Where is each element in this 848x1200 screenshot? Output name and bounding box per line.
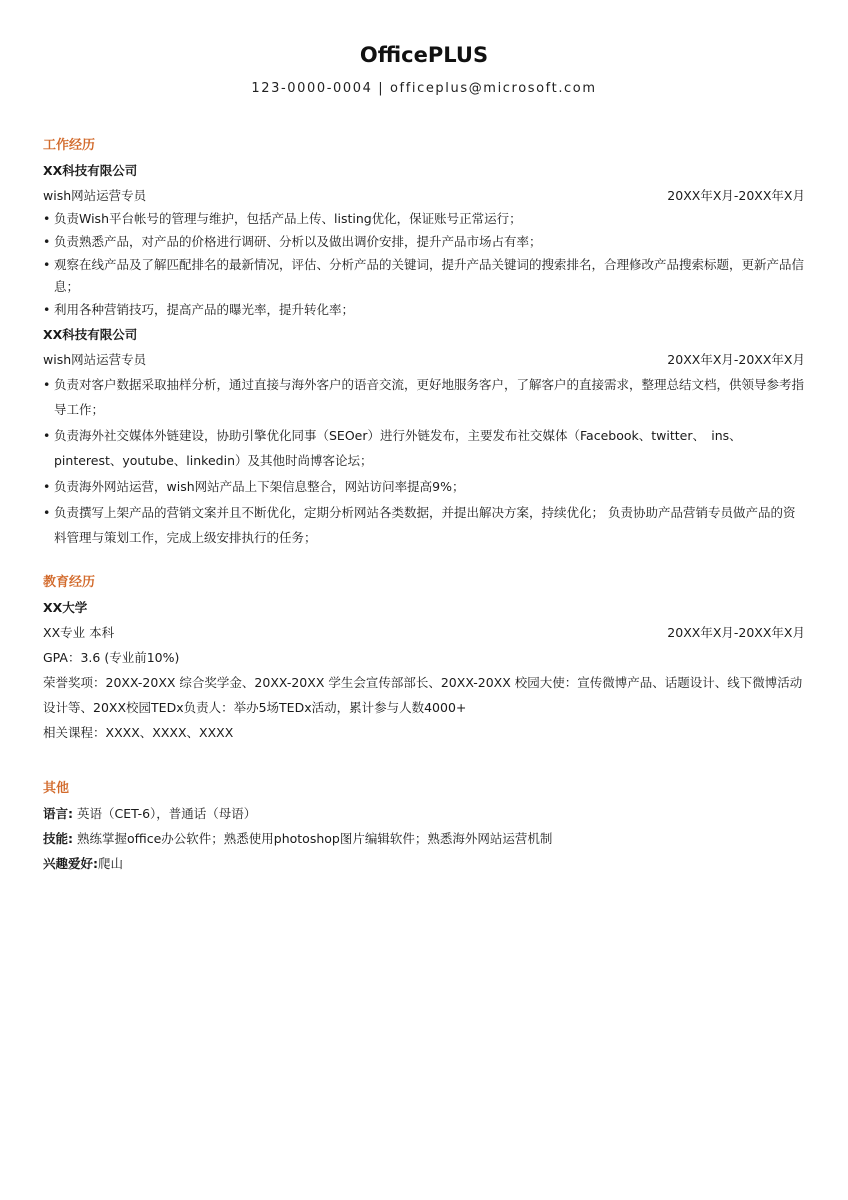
school-name: XX大学	[43, 600, 88, 615]
bullet-item: • 负责海外网站运营，wish网站产品上下架信息整合，网站访问率提高9%；	[43, 474, 805, 500]
company-name: XX科技有限公司	[43, 327, 138, 342]
education-section	[43, 570, 805, 745]
job-entry	[43, 158, 805, 322]
section-title-work: 工作经历	[43, 138, 96, 153]
bullet-item: • 利用各种营销技巧，提高产品的曝光率，提升转化率；	[43, 299, 805, 322]
courses: 相关课程：XXXX、XXXX、XXXX	[43, 725, 234, 740]
section-title-education: 教育经历	[43, 575, 96, 590]
section-title-other: 其他	[43, 781, 70, 796]
language-label: 语言:	[43, 806, 73, 821]
hobby-value: 爬山	[98, 856, 124, 871]
job-bullets	[43, 372, 805, 551]
job-header	[43, 183, 805, 208]
job-bullets	[43, 208, 805, 322]
bullet-item: • 观察在线产品及了解匹配排名的最新情况，评估、分析产品的关键词，提升产品关键词的搜索排名，合理修改产品搜索标题，更新产品信息；	[43, 254, 805, 299]
company-name: XX科技有限公司	[43, 163, 138, 178]
hobby-label: 兴趣爱好:	[43, 856, 98, 871]
major: XX专业 本科	[43, 625, 115, 640]
job-position: wish网站运营专员	[43, 352, 147, 367]
contact-info: 123-0000-0004 | officeplus@microsoft.com	[251, 81, 597, 96]
bullet-item: • 负责对客户数据采取抽样分析，通过直接与海外客户的语音交流，更好地服务客户，了解客户的直接需求，整理总结文档，供领导参考指导工作；	[43, 372, 805, 423]
honors: 荣誉奖项：20XX-20XX 综合奖学金、20XX-20XX 学生会宣传部部长、20XX-20XX 校园大使：宣传微博产品、话题设计、线下微博活动设计等、20XX校园TEDx负责人：举办5场TEDx活动，累计参与人数4000+	[43, 675, 803, 715]
job-position: wish网站运营专员	[43, 188, 147, 203]
bullet-item: • 负责熟悉产品，对产品的价格进行调研、分析以及做出调价安排，提升产品市场占有率；	[43, 231, 805, 254]
language-value: 英语（CET-6），普通话（母语）	[76, 806, 257, 821]
skills-line	[43, 826, 805, 851]
work-section	[43, 133, 805, 551]
skills-value: 熟练掌握office办公软件；熟悉使用photoshop图片编辑软件；熟悉海外网站运营机制	[76, 831, 553, 846]
bullet-item: • 负责海外社交媒体外链建设，协助引擎优化同事（SEOer）进行外链发布，主要发布社交媒体（Facebook、twitter、 ins、pinterest、youtube、linkedin）及其他时尚博客论坛；	[43, 423, 805, 474]
job-period: 20XX年X月-20XX年X月	[667, 352, 805, 367]
education-header	[43, 620, 805, 645]
skills-label: 技能:	[43, 831, 73, 846]
gpa: GPA：3.6 (专业前10%)	[43, 650, 180, 665]
bullet-item: • 负责撰写上架产品的营销文案并且不断优化，定期分析网站各类数据，并提出解决方案，持续优化； 负责协助产品营销专员做产品的资料管理与策划工作，完成上级安排执行的任务；	[43, 500, 805, 551]
resume-name: OfficePLUS	[359, 43, 489, 67]
hobby-line	[43, 851, 805, 876]
job-entry	[43, 322, 805, 551]
education-period: 20XX年X月-20XX年X月	[667, 625, 805, 640]
job-period: 20XX年X月-20XX年X月	[667, 188, 805, 203]
job-header	[43, 347, 805, 372]
language-line	[43, 801, 805, 826]
other-section	[43, 776, 805, 876]
bullet-item: • 负责Wish平台帐号的管理与维护，包括产品上传、listing优化，保证账号正常运行；	[43, 208, 805, 231]
